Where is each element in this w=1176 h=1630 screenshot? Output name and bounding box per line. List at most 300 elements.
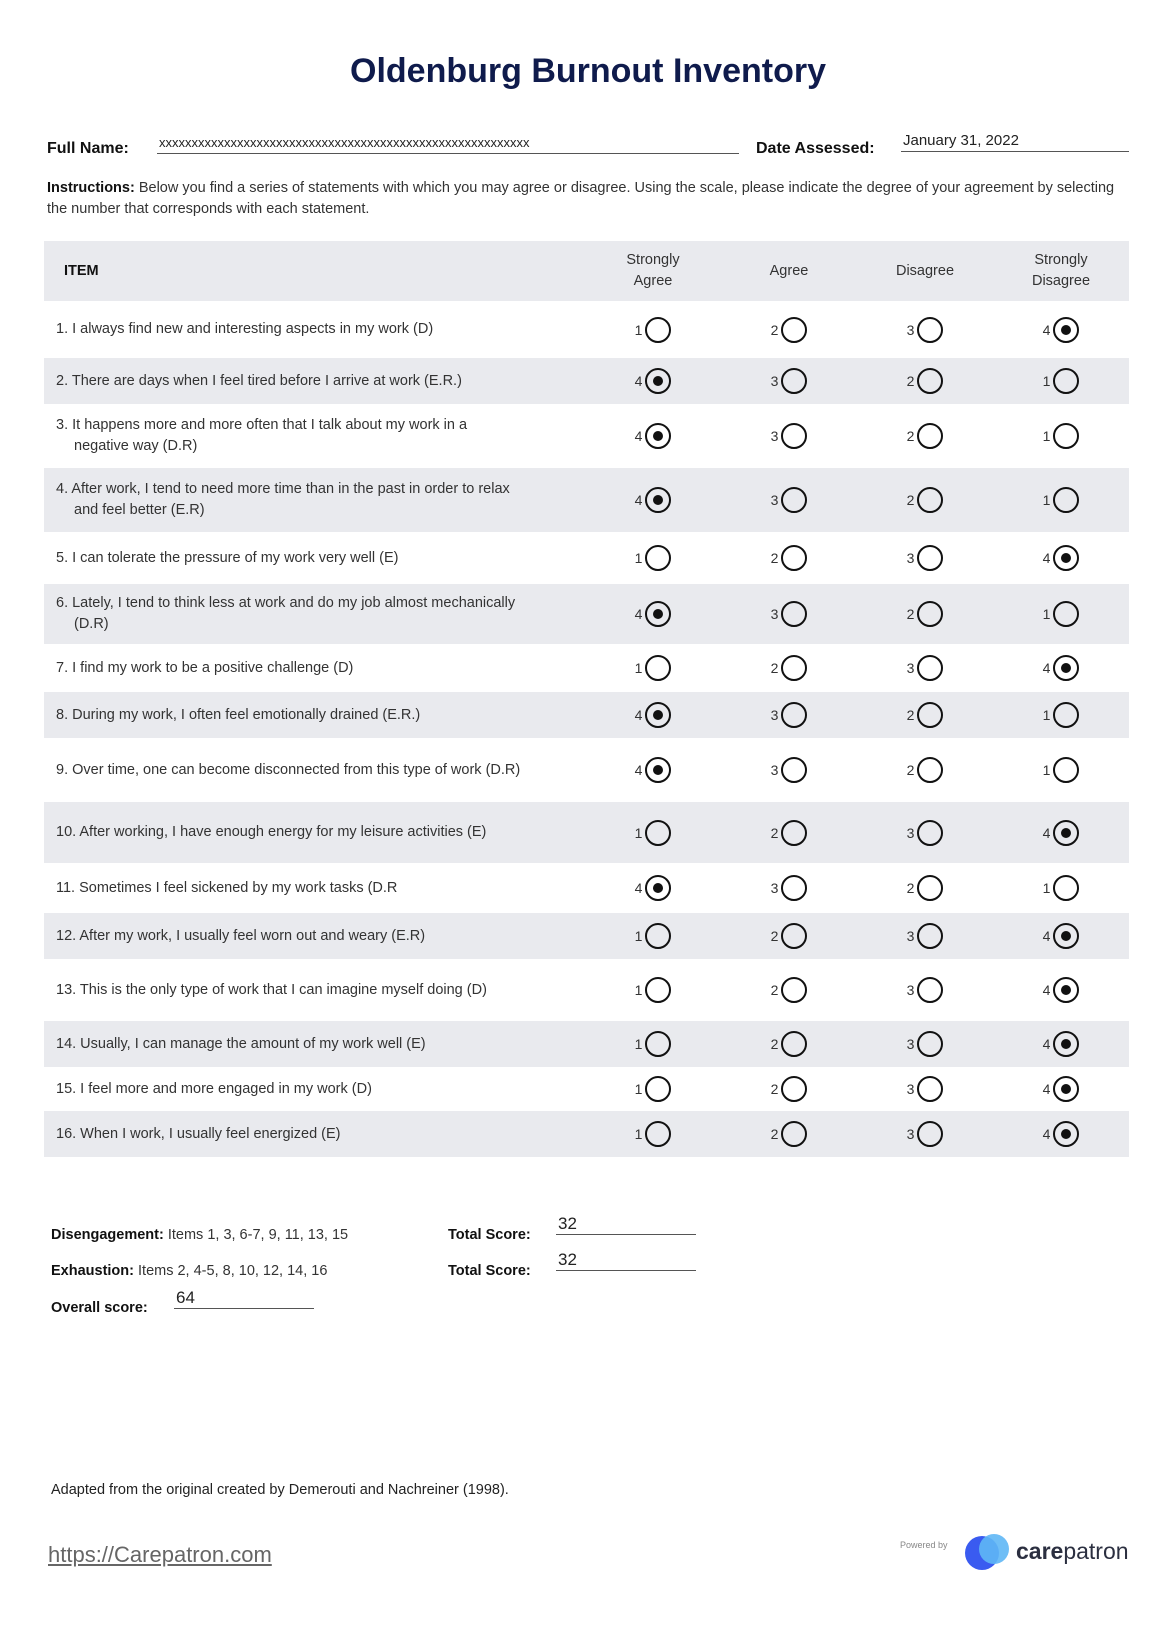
option-number: 3 (770, 606, 779, 622)
option-number: 1 (1042, 606, 1051, 622)
option-cell (993, 802, 1129, 863)
full-name-label: Full Name: (47, 140, 129, 157)
adapted-note: Adapted from the original created by Demerouti and Nachreiner (1998). (51, 1482, 509, 1498)
radio-option[interactable] (907, 875, 944, 901)
radio-option[interactable] (635, 875, 672, 901)
radio-option[interactable] (907, 702, 944, 728)
option-cell (993, 863, 1129, 913)
radio-empty-icon[interactable] (917, 923, 943, 949)
radio-empty-icon[interactable] (917, 1076, 943, 1102)
option-cell (585, 959, 721, 1021)
radio-empty-icon[interactable] (781, 820, 807, 846)
option-number: 2 (770, 982, 779, 998)
option-number: 2 (906, 606, 915, 622)
radio-option[interactable] (907, 1121, 944, 1147)
item-text-cell (44, 358, 585, 404)
option-number: 4 (634, 762, 643, 778)
radio-empty-icon[interactable] (645, 1121, 671, 1147)
table-row (44, 802, 1129, 863)
radio-option[interactable] (907, 368, 944, 394)
radio-option[interactable] (771, 368, 808, 394)
option-cell (585, 1021, 721, 1067)
date-assessed-field[interactable]: January 31, 2022 (901, 131, 1129, 152)
radio-option[interactable] (771, 757, 808, 783)
option-cell (993, 1021, 1129, 1067)
option-number: 1 (1042, 707, 1051, 723)
radio-option[interactable] (635, 487, 672, 513)
option-cell (993, 404, 1129, 468)
radio-selected-icon[interactable] (645, 875, 671, 901)
option-cell (857, 863, 993, 913)
radio-empty-icon[interactable] (917, 875, 943, 901)
radio-selected-icon[interactable] (1053, 545, 1079, 571)
header-disagree: Disagree (857, 241, 993, 301)
radio-option[interactable] (635, 317, 672, 343)
radio-option[interactable] (1043, 545, 1080, 571)
item-text-cell (44, 738, 585, 802)
option-number: 3 (906, 321, 915, 338)
option-number: 3 (906, 1126, 915, 1142)
radio-empty-icon[interactable] (917, 1031, 943, 1057)
radio-selected-icon[interactable] (645, 702, 671, 728)
radio-selected-icon[interactable] (1053, 317, 1079, 343)
radio-selected-icon[interactable] (645, 368, 671, 394)
radio-empty-icon[interactable] (1053, 368, 1079, 394)
option-number: 1 (1042, 428, 1051, 444)
option-cell (993, 1067, 1129, 1111)
option-number: 2 (770, 660, 779, 676)
item-text-cell (44, 959, 585, 1021)
option-number: 2 (770, 321, 779, 338)
option-number: 4 (1042, 660, 1051, 676)
item-text: 11. Sometimes I feel sickened by my work tasks (D.R (56, 879, 398, 896)
option-cell (993, 959, 1129, 1021)
inventory-table (44, 241, 1129, 1157)
instructions-label: Instructions: (47, 180, 135, 196)
option-cell (857, 584, 993, 644)
option-cell (721, 301, 857, 358)
option-cell (857, 301, 993, 358)
radio-empty-icon[interactable] (645, 1031, 671, 1057)
exhaustion-row (51, 1263, 327, 1279)
radio-option[interactable] (635, 757, 672, 783)
radio-empty-icon[interactable] (1053, 875, 1079, 901)
instructions (47, 178, 1137, 220)
option-cell (993, 1111, 1129, 1157)
radio-empty-icon[interactable] (1053, 702, 1079, 728)
option-number: 4 (634, 373, 643, 389)
radio-empty-icon[interactable] (781, 423, 807, 449)
option-number: 3 (770, 707, 779, 723)
table-row (44, 1021, 1129, 1067)
option-cell (721, 959, 857, 1021)
radio-empty-icon[interactable] (645, 923, 671, 949)
item-text-cell (44, 1067, 585, 1111)
full-name-field[interactable]: xxxxxxxxxxxxxxxxxxxxxxxxxxxxxxxxxxxxxxxxxxxxxxxxxxxxxxxxx (157, 133, 739, 154)
carepatron-brand (1016, 1538, 1129, 1565)
option-cell (857, 802, 993, 863)
radio-option[interactable] (1043, 317, 1080, 343)
table-row (44, 644, 1129, 692)
option-number: 3 (906, 982, 915, 998)
option-number: 4 (1042, 550, 1051, 566)
option-cell (585, 584, 721, 644)
option-number: 2 (906, 428, 915, 444)
radio-option[interactable] (771, 875, 808, 901)
radio-selected-icon[interactable] (645, 601, 671, 627)
option-number: 3 (770, 880, 779, 896)
disengagement-items: Items 1, 3, 6-7, 9, 11, 13, 15 (163, 1227, 349, 1243)
radio-option[interactable] (771, 923, 808, 949)
instructions-text: Below you find a series of statements with which you may agree or disagree. Using the scale, please indicate the degree of your agreement by selecting the number that corresponds with each statement. (47, 180, 1115, 217)
radio-empty-icon[interactable] (1053, 757, 1079, 783)
option-number: 2 (770, 824, 779, 841)
radio-selected-icon[interactable] (1053, 1076, 1079, 1102)
item-text-cell (44, 404, 585, 468)
radio-option[interactable] (907, 317, 944, 343)
radio-option[interactable] (1043, 923, 1080, 949)
item-text-cell (44, 1021, 585, 1067)
option-cell (721, 802, 857, 863)
item-text-cell (44, 802, 585, 863)
radio-empty-icon[interactable] (917, 1121, 943, 1147)
radio-option[interactable] (771, 317, 808, 343)
radio-option[interactable] (771, 1031, 808, 1057)
option-cell (993, 358, 1129, 404)
radio-option[interactable] (635, 545, 672, 571)
option-number: 1 (634, 550, 643, 566)
radio-option[interactable] (1043, 655, 1080, 681)
radio-option[interactable] (635, 1121, 672, 1147)
overall-score-field[interactable]: 64 (174, 1288, 314, 1309)
radio-empty-icon[interactable] (917, 702, 943, 728)
overall-label: Overall score: (51, 1300, 148, 1316)
header-strongly-agree: Strongly Agree (585, 241, 721, 301)
option-number: 3 (770, 373, 779, 389)
option-number: 1 (634, 660, 643, 676)
item-text: 3. It happens more and more often that I talk about my work in a negative way (D.R) (56, 417, 468, 454)
radio-empty-icon[interactable] (781, 702, 807, 728)
option-number: 3 (906, 550, 915, 566)
radio-option[interactable] (907, 655, 944, 681)
radio-option[interactable] (907, 423, 944, 449)
option-number: 1 (1042, 492, 1051, 508)
table-row (44, 692, 1129, 738)
option-cell (721, 863, 857, 913)
disengagement-label: Disengagement: (51, 1227, 164, 1243)
radio-empty-icon[interactable] (917, 757, 943, 783)
radio-selected-icon[interactable] (645, 757, 671, 783)
radio-option[interactable] (1043, 875, 1080, 901)
radio-option[interactable] (907, 977, 944, 1003)
table-row (44, 468, 1129, 532)
radio-option[interactable] (635, 601, 672, 627)
option-cell (721, 1067, 857, 1111)
header-strongly-disagree: Strongly Disagree (993, 241, 1129, 301)
radio-empty-icon[interactable] (781, 368, 807, 394)
option-number: 2 (770, 1126, 779, 1142)
exhaustion-items: Items 2, 4-5, 8, 10, 12, 14, 16 (133, 1263, 328, 1279)
radio-empty-icon[interactable] (645, 820, 671, 846)
option-cell (993, 301, 1129, 358)
option-cell (993, 644, 1129, 692)
radio-option[interactable] (907, 1031, 944, 1057)
radio-option[interactable] (907, 923, 944, 949)
radio-option[interactable] (771, 655, 808, 681)
option-number: 3 (906, 660, 915, 676)
dis-total-field[interactable]: 32 (556, 1214, 696, 1235)
table-row (44, 738, 1129, 802)
option-cell (857, 404, 993, 468)
radio-option[interactable] (635, 1076, 672, 1102)
option-cell (857, 1021, 993, 1067)
radio-selected-icon[interactable] (1053, 1031, 1079, 1057)
radio-option[interactable] (771, 977, 808, 1003)
carepatron-link[interactable]: https://Carepatron.com (48, 1542, 272, 1567)
radio-option[interactable] (1043, 601, 1080, 627)
radio-empty-icon[interactable] (645, 1076, 671, 1102)
exh-total-field[interactable]: 32 (556, 1250, 696, 1271)
option-cell (585, 404, 721, 468)
option-cell (993, 738, 1129, 802)
radio-empty-icon[interactable] (1053, 601, 1079, 627)
option-number: 3 (770, 762, 779, 778)
radio-option[interactable] (771, 423, 808, 449)
item-text: 12. After my work, I usually feel worn out and weary (E.R) (56, 927, 426, 944)
disengagement-row (51, 1227, 348, 1243)
radio-empty-icon[interactable] (1053, 487, 1079, 513)
radio-empty-icon[interactable] (645, 545, 671, 571)
option-number: 4 (1042, 928, 1051, 944)
radio-option[interactable] (635, 923, 672, 949)
item-text-cell (44, 468, 585, 532)
radio-option[interactable] (771, 601, 808, 627)
radio-option[interactable] (1043, 820, 1080, 846)
radio-option[interactable] (635, 820, 672, 846)
option-number: 4 (1042, 321, 1051, 338)
date-assessed-label: Date Assessed: (756, 140, 875, 157)
radio-empty-icon[interactable] (781, 317, 807, 343)
option-number: 4 (634, 492, 643, 508)
item-text: 9. Over time, one can become disconnected from this type of work (D.R) (56, 761, 521, 778)
option-number: 1 (634, 982, 643, 998)
dis-total-label: Total Score: (448, 1227, 531, 1243)
radio-empty-icon[interactable] (781, 977, 807, 1003)
table-row (44, 863, 1129, 913)
radio-option[interactable] (771, 487, 808, 513)
item-text-cell (44, 692, 585, 738)
option-cell (721, 738, 857, 802)
option-cell (857, 1067, 993, 1111)
option-number: 1 (1042, 880, 1051, 896)
radio-empty-icon[interactable] (917, 977, 943, 1003)
radio-option[interactable] (635, 368, 672, 394)
radio-empty-icon[interactable] (917, 820, 943, 846)
option-number: 2 (770, 1081, 779, 1097)
item-text: 16. When I work, I usually feel energized (E) (56, 1125, 341, 1142)
option-cell (721, 404, 857, 468)
option-cell (585, 1067, 721, 1111)
item-text: 5. I can tolerate the pressure of my work very well (E) (56, 549, 399, 566)
option-number: 4 (1042, 1126, 1051, 1142)
radio-option[interactable] (907, 487, 944, 513)
option-cell (857, 468, 993, 532)
radio-option[interactable] (771, 1121, 808, 1147)
option-number: 2 (906, 492, 915, 508)
option-number: 4 (634, 428, 643, 444)
brand-rest: patron (1063, 1538, 1129, 1564)
option-number: 2 (770, 1036, 779, 1052)
option-cell (857, 913, 993, 959)
option-cell (585, 468, 721, 532)
radio-empty-icon[interactable] (645, 317, 671, 343)
radio-option[interactable] (907, 757, 944, 783)
radio-empty-icon[interactable] (917, 423, 943, 449)
radio-option[interactable] (1043, 423, 1080, 449)
radio-option[interactable] (635, 702, 672, 728)
option-number: 4 (634, 880, 643, 896)
radio-option[interactable] (771, 1076, 808, 1102)
option-number: 3 (906, 928, 915, 944)
item-text: 14. Usually, I can manage the amount of my work well (E) (56, 1035, 426, 1052)
radio-empty-icon[interactable] (781, 1031, 807, 1057)
item-text: 10. After working, I have enough energy for my leisure activities (E) (56, 824, 487, 840)
exh-total-label: Total Score: (448, 1263, 531, 1279)
option-number: 4 (1042, 982, 1051, 998)
option-cell (585, 863, 721, 913)
table-row (44, 913, 1129, 959)
option-cell (585, 301, 721, 358)
radio-option[interactable] (907, 1076, 944, 1102)
table-row (44, 1067, 1129, 1111)
radio-option[interactable] (635, 1031, 672, 1057)
radio-option[interactable] (1043, 757, 1080, 783)
option-number: 4 (634, 707, 643, 723)
page-title: Oldenburg Burnout Inventory (350, 52, 826, 90)
item-text-cell (44, 584, 585, 644)
option-number: 3 (906, 1036, 915, 1052)
option-cell (857, 644, 993, 692)
radio-empty-icon[interactable] (781, 655, 807, 681)
option-cell (585, 738, 721, 802)
option-cell (857, 358, 993, 404)
table-row (44, 1111, 1129, 1157)
radio-empty-icon[interactable] (781, 601, 807, 627)
option-cell (993, 692, 1129, 738)
radio-empty-icon[interactable] (781, 545, 807, 571)
radio-option[interactable] (1043, 977, 1080, 1003)
radio-option[interactable] (635, 655, 672, 681)
radio-option[interactable] (771, 545, 808, 571)
option-cell (993, 913, 1129, 959)
radio-option[interactable] (1043, 1121, 1080, 1147)
radio-empty-icon[interactable] (781, 487, 807, 513)
radio-selected-icon[interactable] (1053, 655, 1079, 681)
option-number: 2 (906, 880, 915, 896)
radio-selected-icon[interactable] (1053, 923, 1079, 949)
exhaustion-label: Exhaustion: (51, 1263, 134, 1279)
radio-empty-icon[interactable] (917, 317, 943, 343)
option-cell (857, 1111, 993, 1157)
option-cell (993, 532, 1129, 584)
item-text: 13. This is the only type of work that I can imagine myself doing (D) (56, 981, 487, 998)
radio-option[interactable] (907, 601, 944, 627)
option-cell (585, 1111, 721, 1157)
radio-option[interactable] (1043, 487, 1080, 513)
radio-selected-icon[interactable] (645, 423, 671, 449)
option-number: 1 (1042, 762, 1051, 778)
option-cell (585, 802, 721, 863)
option-number: 2 (906, 707, 915, 723)
option-number: 1 (634, 824, 643, 841)
option-cell (721, 358, 857, 404)
radio-empty-icon[interactable] (917, 545, 943, 571)
radio-option[interactable] (1043, 1076, 1080, 1102)
radio-empty-icon[interactable] (781, 923, 807, 949)
option-number: 4 (1042, 824, 1051, 841)
radio-option[interactable] (907, 545, 944, 571)
header-agree: Agree (721, 241, 857, 301)
option-number: 3 (770, 492, 779, 508)
radio-empty-icon[interactable] (781, 875, 807, 901)
radio-selected-icon[interactable] (1053, 1121, 1079, 1147)
radio-empty-icon[interactable] (917, 601, 943, 627)
radio-empty-icon[interactable] (917, 368, 943, 394)
radio-option[interactable] (907, 820, 944, 846)
powered-by: Powered by (900, 1540, 948, 1550)
radio-empty-icon[interactable] (781, 1121, 807, 1147)
option-number: 2 (770, 928, 779, 944)
option-number: 2 (906, 762, 915, 778)
radio-selected-icon[interactable] (645, 487, 671, 513)
radio-empty-icon[interactable] (917, 487, 943, 513)
radio-option[interactable] (635, 977, 672, 1003)
radio-empty-icon[interactable] (781, 1076, 807, 1102)
carepatron-logo-icon (965, 1534, 1015, 1568)
radio-empty-icon[interactable] (781, 757, 807, 783)
radio-selected-icon[interactable] (1053, 820, 1079, 846)
option-number: 4 (634, 606, 643, 622)
table-row (44, 358, 1129, 404)
option-number: 1 (634, 928, 643, 944)
radio-option[interactable] (771, 820, 808, 846)
radio-option[interactable] (771, 702, 808, 728)
radio-option[interactable] (1043, 702, 1080, 728)
option-cell (585, 692, 721, 738)
radio-option[interactable] (1043, 1031, 1080, 1057)
option-cell (857, 532, 993, 584)
radio-option[interactable] (635, 423, 672, 449)
radio-empty-icon[interactable] (1053, 423, 1079, 449)
option-cell (721, 584, 857, 644)
radio-option[interactable] (1043, 368, 1080, 394)
item-text: 1. I always find new and interesting aspects in my work (D) (56, 321, 434, 337)
radio-empty-icon[interactable] (645, 655, 671, 681)
option-number: 4 (1042, 1081, 1051, 1097)
radio-selected-icon[interactable] (1053, 977, 1079, 1003)
radio-empty-icon[interactable] (917, 655, 943, 681)
table-row (44, 301, 1129, 358)
item-text: 15. I feel more and more engaged in my work (D) (56, 1080, 372, 1097)
radio-empty-icon[interactable] (645, 977, 671, 1003)
option-cell (585, 913, 721, 959)
option-number: 3 (906, 824, 915, 841)
option-cell (857, 692, 993, 738)
option-number: 1 (634, 1126, 643, 1142)
option-number: 2 (906, 373, 915, 389)
table-row (44, 584, 1129, 644)
option-number: 3 (770, 428, 779, 444)
